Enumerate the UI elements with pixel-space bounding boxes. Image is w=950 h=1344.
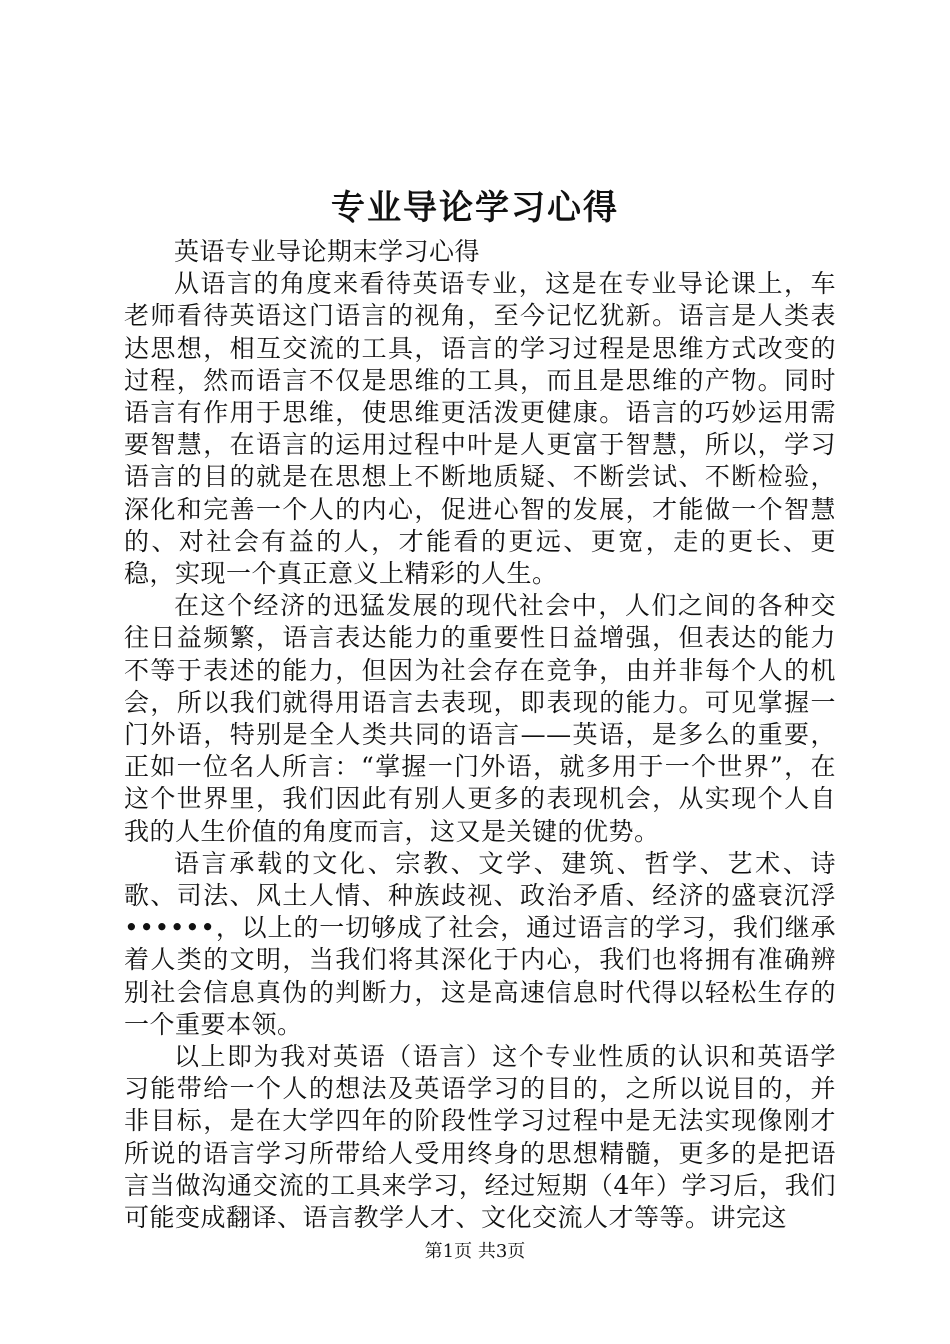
paragraph-3: 语言承载的文化、宗教、文学、建筑、哲学、艺术、诗歌、司法、风土人情、种族歧视、政治矛盾、经济的盛衰沉浮••••••，以上的一切够成了社会，通过语言的学习，我们继承着人类的文明，当我们将其深化于内心，我们也将拥有准确辨别社会信息真伪的判断力，这是高速信息时代得以轻松生存的一个重要本领。 — [124, 848, 836, 1039]
paragraph-subtitle: 英语专业导论期末学习心得 — [174, 237, 481, 266]
paragraph-4: 以上即为我对英语（语言）这个专业性质的认识和英语学习能带给一个人的想法及英语学习的目的，之所以说目的，并非目标，是在大学四年的阶段性学习过程中是无法实现像刚才所说的语言学习所带给人受用终身的思想精髓，更多的是把语言当做沟通交流的工具来学习，经过短期（4年）学习后，我们可能变成翻译、语言教学人才、文化交流人才等等。讲完这 — [124, 1042, 836, 1233]
paragraph-1: 从语言的角度来看待英语专业，这是在专业导论课上，车老师看待英语这门语言的视角，至今记忆犹新。语言是人类表达思想，相互交流的工具，语言的学习过程是思维方式改变的过程，然而语言不仅是思维的工具，而且是思维的产物。同时语言有作用于思维，使思维更活泼更健康。语言的巧妙运用需要智慧，在语言的运用过程中叶是人更富于智慧，所以，学习语言的目的就是在思想上不断地质疑、不断尝试、不断检验，深化和完善一个人的内心，促进心智的发展，才能做一个智慧的、对社会有益的人，才能看的更远、更宽，走的更长、更稳，实现一个真正意义上精彩的人生。 — [124, 269, 836, 589]
document-title: 专业导论学习心得 — [331, 188, 619, 228]
page-number-footer: 第1页 共3页 — [424, 1241, 526, 1262]
document-body — [124, 236, 836, 1234]
paragraph-2: 在这个经济的迅猛发展的现代社会中，人们之间的各种交往日益频繁，语言表达能力的重要性日益增强，但表达的能力不等于表述的能力，但因为社会存在竞争，由并非每个人的机会，所以我们就得用语言去表现，即表现的能力。可见掌握一门外语，特别是全人类共同的语言——英语，是多么的重要，正如一位名人所言：“掌握一门外语，就多用于一个世界”，在这个世界里，我们因此有别人更多的表现机会，从实现个人自我的人生价值的角度而言，这又是关键的优势。 — [124, 591, 836, 846]
